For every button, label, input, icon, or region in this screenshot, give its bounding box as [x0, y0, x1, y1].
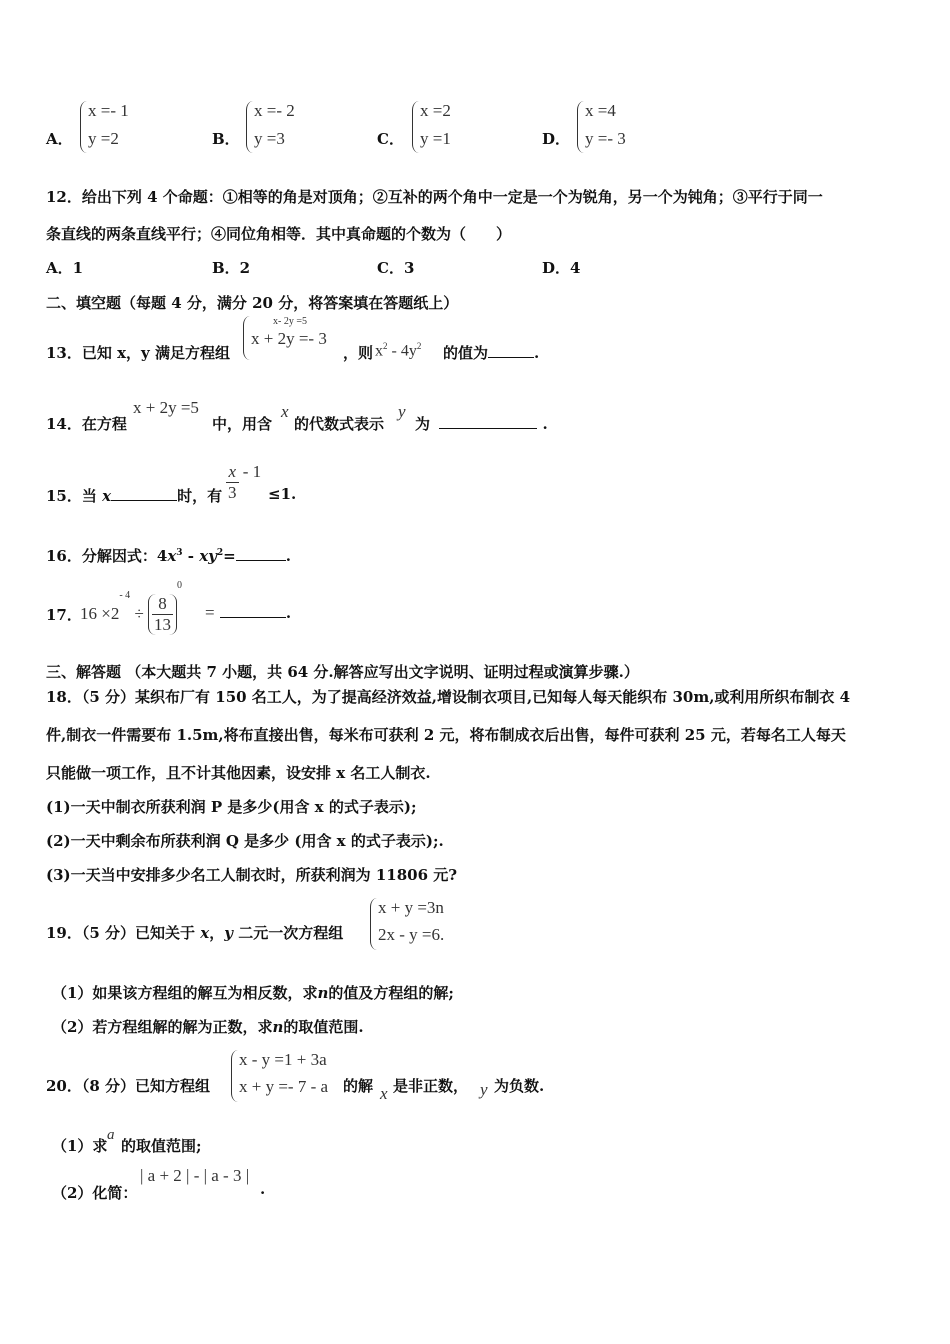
q13-expr-b-sup: 2	[416, 341, 422, 351]
q15-var-x: x	[102, 487, 112, 505]
q13-answer-blank[interactable]	[488, 356, 534, 358]
q20-sub1-var-a: a	[107, 1127, 115, 1143]
q14-prefix: 14．在方程	[46, 415, 127, 433]
option-b-label: B．	[212, 130, 240, 148]
q20-sub1	[52, 1135, 107, 1156]
q12-line2: 条直线的两条直线平行；④同位角相等．其中真命题的个数为（ ）	[46, 225, 512, 243]
q20-prefix: 20．（8 分）已知方程组	[46, 1077, 211, 1095]
q17-answer	[205, 603, 291, 623]
q15-answer-blank[interactable]	[111, 499, 177, 501]
q14-var-x: x	[281, 402, 289, 421]
q18-sub2: (2)一天中剩余布所获利润 Q 是多少 (用含 x 的式子表示);.	[46, 832, 444, 850]
q19-sub1	[52, 982, 454, 1003]
q16-minus: -	[182, 547, 200, 565]
q20-sub2-end: .	[260, 1180, 266, 1198]
q18-line3: 只能做一项工作，且不计其他因素，设安排 x 名工人制衣.	[46, 764, 431, 782]
q16-xy: xy	[199, 547, 217, 565]
q14-var-y: y	[398, 402, 406, 421]
q13-end: .	[534, 344, 540, 362]
q20-sub2-expression: | a + 2 | - | a - 3 |	[140, 1166, 250, 1185]
q13-suffix	[443, 342, 539, 363]
q15-prefix: 15．当	[46, 487, 97, 505]
q19-sys-line2	[378, 925, 444, 945]
q12-option-c: C．3	[377, 259, 415, 277]
q15-fraction	[226, 462, 239, 503]
section2-heading: 二、填空题（每题 4 分，满分 20 分，将答案填在答题纸上）	[46, 294, 459, 312]
q14-suffix	[415, 413, 548, 434]
q17-exponent: - 4	[119, 590, 131, 601]
q19-sys-line1: x + y =3n	[378, 898, 444, 917]
q16-sup1: 3	[176, 548, 183, 558]
q17-answer-blank[interactable]	[220, 616, 286, 618]
q12-option-d: D．4	[542, 259, 581, 277]
q15-line	[46, 485, 222, 506]
q15-suffix: ≤1.	[268, 485, 297, 503]
q16-sup2: 2	[216, 548, 224, 558]
q12-line1: 12．给出下列 4 个命题：①相等的角是对顶角；②互补的两个角中一定是一个为锐角，另一个为钝角；③平行于同一	[46, 188, 823, 206]
q13-expr-a-sup: 2	[383, 341, 388, 351]
option-d-line1: x =4	[585, 101, 616, 120]
q17-fraction	[152, 594, 173, 635]
q19-sub1-n: n	[317, 984, 329, 1002]
q17-end: .	[285, 604, 292, 622]
q19-sub2	[52, 1016, 364, 1037]
q15-denominator: 3	[228, 483, 237, 502]
q16-x: x	[167, 547, 177, 565]
q14-mid2: 的代数式表示	[294, 415, 385, 433]
q20-sys-line1: x - y =1 + 3a	[239, 1050, 327, 1069]
q13-expression	[375, 341, 421, 360]
q20-sys-line2: x + y =- 7 - a	[239, 1077, 329, 1096]
q13-mid: ，则	[343, 344, 374, 362]
q16-prefix: 16．分解因式：4	[46, 547, 168, 565]
q17-denominator: 13	[154, 614, 172, 634]
q17-divide: ÷	[130, 604, 144, 624]
q18-sub3: (3)一天当中安排多少名工人制衣时，所获利润为 11806 元?	[46, 866, 458, 884]
q16-end: .	[285, 547, 291, 565]
q15-mid: 时，有	[177, 487, 223, 505]
q17-exponent-zero: 0	[177, 580, 183, 591]
q19-comma: ，	[209, 924, 225, 942]
q17-numerator: 8	[152, 594, 173, 615]
option-a-line2: y =2	[88, 129, 119, 148]
q19-sub2-n: n	[272, 1018, 284, 1036]
q16-answer-blank[interactable]	[236, 559, 286, 561]
q18-sub1: (1)一天中制衣所获利润 P 是多少(用含 x 的式子表示);	[46, 798, 417, 816]
option-b-line2: y =3	[254, 129, 285, 148]
q20-mid3: 为负数.	[494, 1077, 545, 1095]
q19-sys-line2-text: 2x - y =6	[378, 925, 440, 944]
q19-prefix: 19．（5 分）已知关于	[46, 924, 196, 942]
q13-sys-line2: x + 2y =- 3	[251, 329, 327, 348]
q20-mid2: 是非正数，	[393, 1077, 469, 1095]
q19-end: .	[440, 925, 445, 944]
q13-expr-b: - 4y	[387, 342, 417, 360]
q14-answer-blank[interactable]	[439, 427, 537, 429]
q19-sub1-text-a: （1）如果该方程组的解互为相反数，求	[52, 984, 318, 1002]
option-d-line2: y =- 3	[585, 129, 626, 148]
q13-suffix-text: 的值为	[443, 344, 489, 362]
q13-sys-line1: x- 2y =5	[273, 316, 307, 327]
q17-base: 16 ×2	[80, 604, 120, 624]
q18-line2: 件,制衣一件需要布 1.5m,将布直接出售，每米布可获利 2 元，将布制成衣后出售，每件可获利 25 元，若每名工人每天	[46, 726, 846, 744]
q17-prefix: 17．	[46, 606, 82, 624]
q20-sub1-text-b: 的取值范围;	[121, 1137, 202, 1155]
q15-fraction-expr	[226, 462, 261, 503]
q20-var-x: x	[380, 1084, 388, 1103]
q20-sub1-text-a: （1）求	[52, 1137, 108, 1155]
option-c-line2: y =1	[420, 129, 451, 148]
q14-suffix-text: 为	[415, 415, 431, 433]
q15-minus-one: - 1	[242, 462, 262, 481]
q20-sub2-label: （2）化简：	[52, 1184, 138, 1202]
option-c-label: C．	[377, 130, 404, 148]
q19-sub1-text-b: 的值及方程组的解;	[328, 984, 454, 1002]
q14-end: .	[542, 415, 548, 433]
q14-equation: x + 2y =5	[133, 398, 199, 417]
option-c-line1: x =2	[420, 101, 451, 120]
q19-y: y	[224, 924, 233, 942]
q13-expr-a: x	[375, 342, 383, 360]
q15-numerator: x	[226, 462, 239, 483]
q17-expression	[80, 580, 182, 635]
q16-line	[46, 545, 291, 566]
option-a-line1: x =- 1	[88, 101, 129, 120]
option-a-label: A．	[46, 130, 73, 148]
q16-equals: =	[223, 547, 236, 565]
q19-line	[46, 922, 343, 943]
q19-mid: 二元一次方程组	[238, 924, 344, 942]
q19-sub2-text-b: 的取值范围.	[283, 1018, 364, 1036]
q12-option-b: B．2	[212, 259, 251, 277]
q19-sub2-text-a: （2）若方程组解的解为正数，求	[52, 1018, 273, 1036]
q17-paren	[148, 594, 177, 635]
option-b-line1: x =- 2	[254, 101, 295, 120]
q20-mid1: 的解	[343, 1077, 374, 1095]
q12-option-a: A．1	[46, 259, 84, 277]
q18-line1: 18．（5 分）某织布厂有 150 名工人，为了提高经济效益,增设制衣项目,已知每人每天能织布 30m,或利用所织布制衣 4	[46, 688, 851, 706]
q20-var-y: y	[480, 1080, 488, 1099]
q19-x: x	[200, 924, 210, 942]
q17-equals: =	[205, 603, 215, 622]
q13-prefix: 13．已知 x，y 满足方程组	[46, 344, 230, 362]
option-d-label: D．	[542, 130, 571, 148]
q14-mid1: 中，用含	[212, 415, 273, 433]
section3-heading: 三、解答题 （本大题共 7 小题，共 64 分.解答应写出文字说明、证明过程或演算步骤.）	[46, 663, 639, 681]
